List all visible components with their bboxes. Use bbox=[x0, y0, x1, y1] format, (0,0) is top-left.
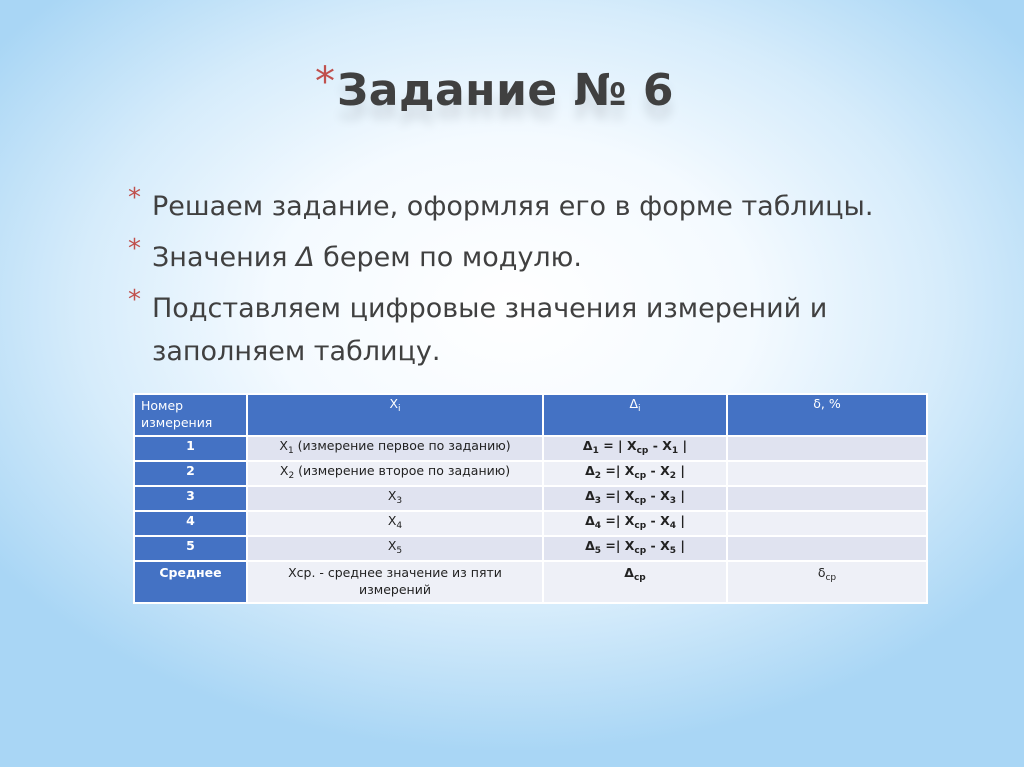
bullet-item bbox=[128, 185, 908, 228]
row-number: 2 bbox=[134, 461, 247, 486]
bullet-text: Значения Δ берем по модулю. bbox=[152, 242, 582, 273]
table-row bbox=[134, 511, 927, 536]
bullet-item bbox=[128, 236, 908, 279]
x-cell: $X_1$ (измерение первое по заданию) bbox=[247, 436, 543, 461]
bullet-text: Подставляем цифровые значения измерений и заполняем таблицу. bbox=[152, 293, 828, 367]
row-number: 3 bbox=[134, 486, 247, 511]
measurement-table bbox=[133, 393, 928, 604]
delta-cell: $\Delta_3$ =| $X_{ср} - X_3$ | bbox=[543, 486, 727, 511]
asterisk-icon: * bbox=[315, 59, 335, 105]
x-cell: $X_2$ (измерение второе по заданию) bbox=[247, 461, 543, 486]
percent-cell bbox=[727, 511, 927, 536]
table-row bbox=[134, 436, 927, 461]
table-row-average bbox=[134, 561, 927, 603]
row-number: 1 bbox=[134, 436, 247, 461]
percent-cell bbox=[727, 536, 927, 561]
header-xi: $X_i$ bbox=[247, 394, 543, 436]
table-row bbox=[134, 536, 927, 561]
average-delta-cell: $\Delta_{ср}$ bbox=[543, 561, 727, 603]
header-delta-i: $\Delta_i$ bbox=[543, 394, 727, 436]
asterisk-icon: * bbox=[128, 285, 141, 315]
percent-cell bbox=[727, 461, 927, 486]
row-number: 4 bbox=[134, 511, 247, 536]
average-percent-cell: $\delta_{ср}$ bbox=[727, 561, 927, 603]
x-cell: $X_3$ bbox=[247, 486, 543, 511]
percent-cell bbox=[727, 486, 927, 511]
table-row bbox=[134, 461, 927, 486]
header-measurement-number: Номер измерения bbox=[134, 394, 247, 436]
row-number: 5 bbox=[134, 536, 247, 561]
x-cell: $X_5$ bbox=[247, 536, 543, 561]
table-header-row bbox=[134, 394, 927, 436]
average-x-cell: Хср. - среднее значение из пяти измерений bbox=[247, 561, 543, 603]
percent-cell bbox=[727, 436, 927, 461]
bullet-item bbox=[128, 287, 908, 373]
slide-title bbox=[315, 58, 674, 128]
average-label: Среднее bbox=[134, 561, 247, 603]
table-row bbox=[134, 486, 927, 511]
bullet-list bbox=[128, 185, 908, 381]
asterisk-icon: * bbox=[128, 183, 141, 213]
x-cell: $X_4$ bbox=[247, 511, 543, 536]
delta-cell: $\Delta_1$ = | $X_{ср} - X_1$ | bbox=[543, 436, 727, 461]
delta-cell: $\Delta_5$ =| $X_{ср} - X_5$ | bbox=[543, 536, 727, 561]
asterisk-icon: * bbox=[128, 234, 141, 264]
delta-cell: $\Delta_2$ =| $X_{ср} - X_2$ | bbox=[543, 461, 727, 486]
slide-title-text: Задание № 6 bbox=[337, 65, 674, 116]
delta-cell: $\Delta_4$ =| $X_{ср} - X_4$ | bbox=[543, 511, 727, 536]
bullet-text: Решаем задание, оформляя его в форме таблицы. bbox=[152, 191, 874, 222]
header-delta-percent: δ, % bbox=[727, 394, 927, 436]
